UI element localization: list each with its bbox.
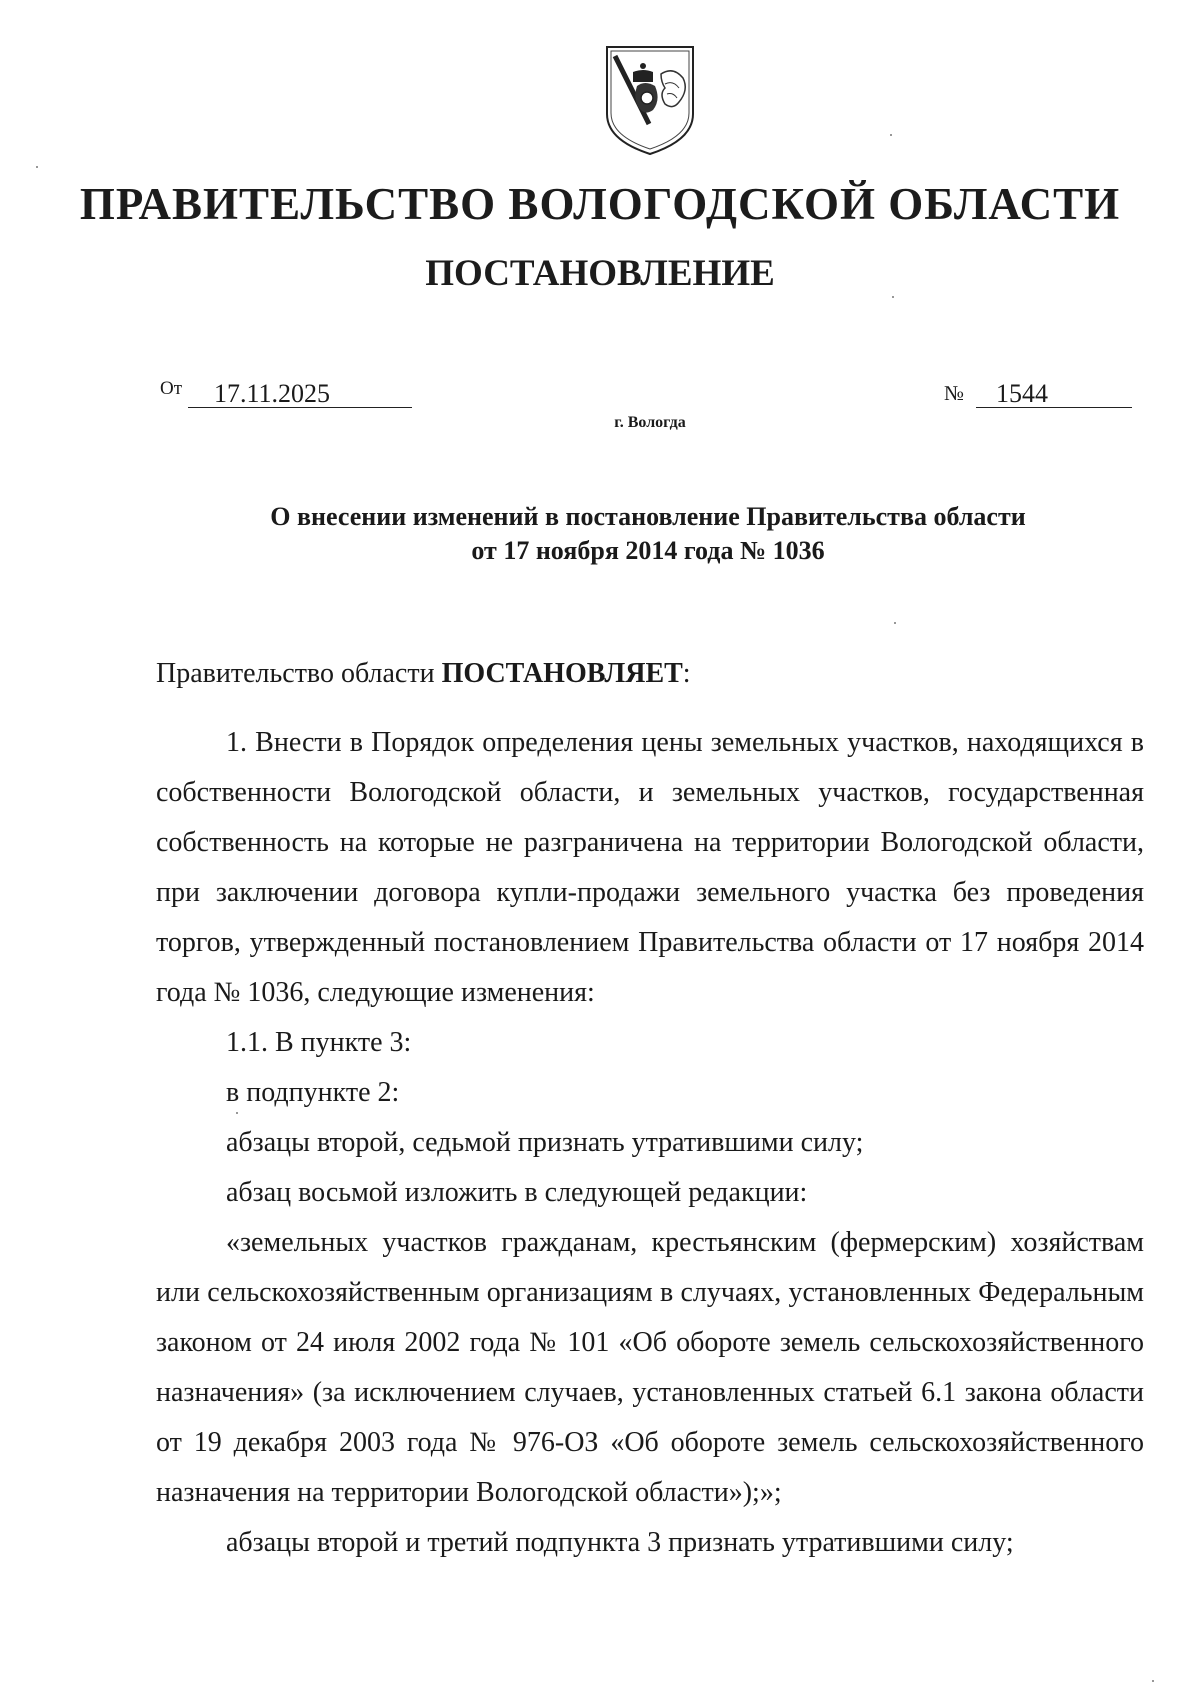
scan-speck bbox=[36, 166, 38, 168]
scan-speck bbox=[892, 296, 894, 298]
paragraph-3: в подпункте 2: bbox=[226, 1077, 400, 1108]
coat-of-arms-emblem bbox=[603, 44, 697, 156]
preamble bbox=[156, 658, 691, 690]
paragraph-1: 1. Внести в Порядок определения цены земельных участков, находящихся в собственности Вологодской области, и земельных участков, государственная собственность на которые не разграничена на территории Вологодской области, при заключении договора купли-продажи земельного участка без проведения торгов, утвержденный постановлением Правительства области от 17 ноября 2014 года № 1036, следующие изменения: bbox=[156, 727, 1144, 1008]
scan-speck bbox=[1152, 1680, 1154, 1682]
number-label: № bbox=[944, 381, 965, 405]
number-value: 1544 bbox=[976, 381, 1132, 408]
government-title: ПРАВИТЕЛЬСТВО ВОЛОГОДСКОЙ ОБЛАСТИ bbox=[79, 179, 1121, 229]
subject-line-2: от 17 ноября 2014 года № 1036 bbox=[471, 536, 825, 565]
paragraph-7: абзацы второй и третий подпункта 3 признать утратившими силу; bbox=[226, 1527, 1014, 1558]
subject-line-1: О внесении изменений в постановление Правительства области bbox=[270, 502, 1026, 531]
preamble-suffix: : bbox=[682, 658, 691, 689]
paragraph-4: абзацы второй, седьмой признать утратившими силу; bbox=[226, 1127, 864, 1158]
city: г. Вологда bbox=[614, 414, 686, 431]
scan-speck bbox=[894, 622, 896, 624]
paragraph-6: «земельных участков гражданам, крестьянским (фермерским) хозяйствам или сельскохозяйственным организациям в случаях, установленных Федеральным законом от 24 июля 2002 года № 101 «Об обороте земель сельскохозяйственного назначения» (за исключением случаев, установленных статьей 6.1 закона области от 19 декабря 2003 года № 976-ОЗ «Об обороте земель сельскохозяйственного назначения на территории Вологодской области»);»; bbox=[156, 1227, 1144, 1508]
document-type: ПОСТАНОВЛЕНИЕ bbox=[425, 253, 775, 294]
date-value: 17.11.2025 bbox=[188, 381, 412, 408]
preamble-emphasis: ПОСТАНОВЛЯЕТ bbox=[441, 658, 683, 689]
paragraph-2: 1.1. В пункте 3: bbox=[226, 1027, 412, 1058]
preamble-text: Правительство области bbox=[156, 658, 442, 689]
document-subject bbox=[0, 500, 1200, 568]
date-label: От bbox=[160, 378, 183, 399]
paragraph-5: абзац восьмой изложить в следующей редакции: bbox=[226, 1177, 808, 1208]
scan-speck bbox=[236, 1112, 238, 1114]
scan-speck bbox=[890, 134, 892, 136]
document-body bbox=[156, 718, 1144, 1568]
